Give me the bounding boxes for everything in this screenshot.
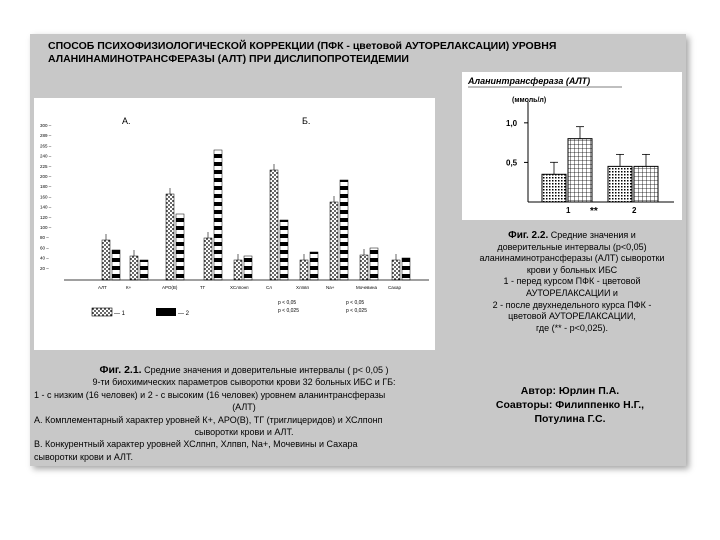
y-tick-label: 180 – <box>40 184 52 190</box>
caption-1-label: Фиг. 2.1. <box>99 364 142 376</box>
bar-group-1 <box>234 260 242 280</box>
bar-2-0 <box>608 166 632 202</box>
y-axis-ticks <box>40 123 52 271</box>
caption-2-line: доверительные интервалы (р<0,05) <box>497 241 647 252</box>
bar-group-1 <box>330 202 338 280</box>
bar-group-2 <box>370 248 378 280</box>
bar-group-1 <box>392 260 400 280</box>
category-label: Хлпвп <box>296 285 309 290</box>
fig2-y-ticks <box>506 119 528 168</box>
category-label: Na+ <box>326 285 335 290</box>
category-label: Мочевина <box>356 285 377 290</box>
caption-1-line-2: 9-ти биохимических параметров сыворотки крови 32 больных ИБС и ГБ: <box>92 377 396 388</box>
bar-group-1 <box>270 170 278 280</box>
y-tick-label: 300 – <box>40 123 52 128</box>
bar-group <box>102 150 410 280</box>
caption-2-line: АУТОРЕЛАКСАЦИИ и <box>526 287 618 298</box>
bar-1-1 <box>568 139 592 202</box>
caption-1-line-3: 1 - с низким (16 человек) и 2 - с высоким (16 человек) уровнем аланинтрансферазы <box>34 389 386 400</box>
sig-row-2: p < 0,025 <box>278 308 299 314</box>
figure-2-1 <box>34 98 435 350</box>
caption-2-line: цветовой АУТОРЕЛАКСАЦИИ, <box>508 311 636 322</box>
category-label: АЛТ <box>98 285 107 290</box>
y-tick-label: 140 – <box>40 204 52 210</box>
caption-1-line-7: В. Конкурентный характер уровней ХСлпнп, Хлпвп, Na+, Мочевины и Сахара <box>34 439 358 450</box>
bar-group-2 <box>176 214 184 280</box>
title-line-1: СПОСОБ ПСИХОФИЗИОЛОГИЧЕСКОЙ КОРРЕКЦИИ (ПФК - цветовой АУТОРЕЛАКСАЦИИ) УРОВНЯ <box>48 40 557 52</box>
unit-label: (ммоль/л) <box>512 97 547 104</box>
bar-group-2 <box>112 250 120 280</box>
significance-mark: ** <box>590 206 598 217</box>
chart-title: Аланинтрансфераза (АЛТ) <box>468 76 591 86</box>
y-tick-label: 120 – <box>40 214 52 220</box>
y-tick-label: 200 – <box>40 174 52 179</box>
bar-group-2 <box>140 260 148 280</box>
y-tick-label: 1,0 <box>506 118 518 128</box>
panel-a-label: A. <box>122 116 131 126</box>
caption-2-heading <box>462 230 682 242</box>
caption-1-line-5: А. Комплементарный характер уровней К+, АРО(В), ТГ (триглицеридов) и ХСлпонп <box>34 414 383 425</box>
y-tick-label: 265 – <box>40 143 52 149</box>
bar-group-1 <box>102 240 110 280</box>
y-tick-label: 100 – <box>40 225 52 230</box>
caption-2-line: 1 - перед курсом ПФК - цветовой <box>503 276 641 287</box>
y-tick-label: 160 – <box>40 194 52 200</box>
y-tick-label: 240 – <box>40 153 52 159</box>
panel-b-label: Б. <box>302 116 311 126</box>
caption-2-text: Средние значения и <box>548 230 636 240</box>
y-tick-label: 289 – <box>40 133 52 139</box>
bar-group-1 <box>360 255 368 280</box>
y-tick-label: 0,5 <box>506 158 518 168</box>
bar-group-1 <box>166 194 174 280</box>
y-tick-label: 60 – <box>40 245 49 251</box>
caption-1-heading <box>34 364 454 376</box>
caption-1-line-6: сыворотки крови и АЛТ. <box>194 427 294 438</box>
figure-2-1-chart <box>34 98 435 350</box>
category-label: К+ <box>126 285 132 290</box>
legend-label-1: — 1 <box>114 311 126 317</box>
caption-2-label: Фиг. 2.2. <box>508 230 549 241</box>
x-tick-label: 1 <box>566 206 571 215</box>
legend-swatch-2 <box>156 308 176 316</box>
caption-fig-2-1 <box>34 364 454 463</box>
category-label: Сл <box>266 285 272 290</box>
fig2-x-labels <box>566 206 637 215</box>
bar-group-1 <box>130 256 138 280</box>
y-tick-label: 225 – <box>40 163 52 169</box>
sig-row-1: p < 0,05 <box>278 300 297 306</box>
category-label: АРО(В) <box>162 285 178 290</box>
caption-1-line-8: сыворотки крови и АЛТ. <box>34 451 133 462</box>
y-tick-label: 40 – <box>40 255 49 261</box>
title-line-2: АЛАНИНАМИНОТРАНСФЕРАЗЫ (АЛТ) ПРИ ДИСЛИПОПРОТЕИДЕМИИ <box>48 53 409 65</box>
caption-2-line: 2 - после двухнедельного курса ПФК - <box>492 299 652 310</box>
bar-group-2 <box>402 258 410 280</box>
caption-1-text: Средние значения и доверительные интервалы ( р< 0,05 ) <box>141 365 389 375</box>
category-label: ТГ <box>200 285 206 290</box>
category-label: Сахар <box>388 285 402 290</box>
coauthors-line-2: Потулина Г.С. <box>534 413 606 425</box>
bar-group-2 <box>214 150 222 280</box>
authors-block <box>470 384 670 426</box>
caption-2-line: аланинаминотрансферазы (АЛТ) сыворотки <box>479 253 665 264</box>
caption-fig-2-2 <box>462 230 682 334</box>
figure-2-2 <box>462 72 682 220</box>
category-labels <box>98 285 402 290</box>
caption-2-line: крови у больных ИБС <box>526 264 618 275</box>
bar-group-1 <box>300 260 308 280</box>
x-tick-label: 2 <box>632 206 637 215</box>
fig2-bars <box>542 127 658 202</box>
bar-1-0 <box>542 174 566 202</box>
caption-2-line: где (** - р<0,025). <box>536 322 608 333</box>
y-tick-label: 80 – <box>40 235 49 241</box>
slide-title <box>48 40 658 66</box>
bar-group-2 <box>280 220 288 280</box>
bar-group-2 <box>244 256 252 280</box>
legend-label-2: — 2 <box>178 311 190 317</box>
bar-group-1 <box>204 238 212 280</box>
sig-row-1b: p < 0,05 <box>346 300 365 306</box>
legend-swatch-1 <box>92 308 112 316</box>
category-label: ХСлпонп <box>230 285 249 290</box>
figure-2-2-chart <box>462 72 682 220</box>
sig-row-2b: p < 0,025 <box>346 308 367 314</box>
bar-group-2 <box>340 180 348 280</box>
coauthors-line: Соавторы: Филиппенко Н.Г., <box>495 399 645 411</box>
caption-1-line-4: (АЛТ) <box>232 402 256 413</box>
bar-2-1 <box>634 166 658 202</box>
author-line: Автор: Юрлин П.А. <box>520 385 620 397</box>
bar-group-2 <box>310 252 318 280</box>
y-tick-label: 20 – <box>40 265 49 271</box>
